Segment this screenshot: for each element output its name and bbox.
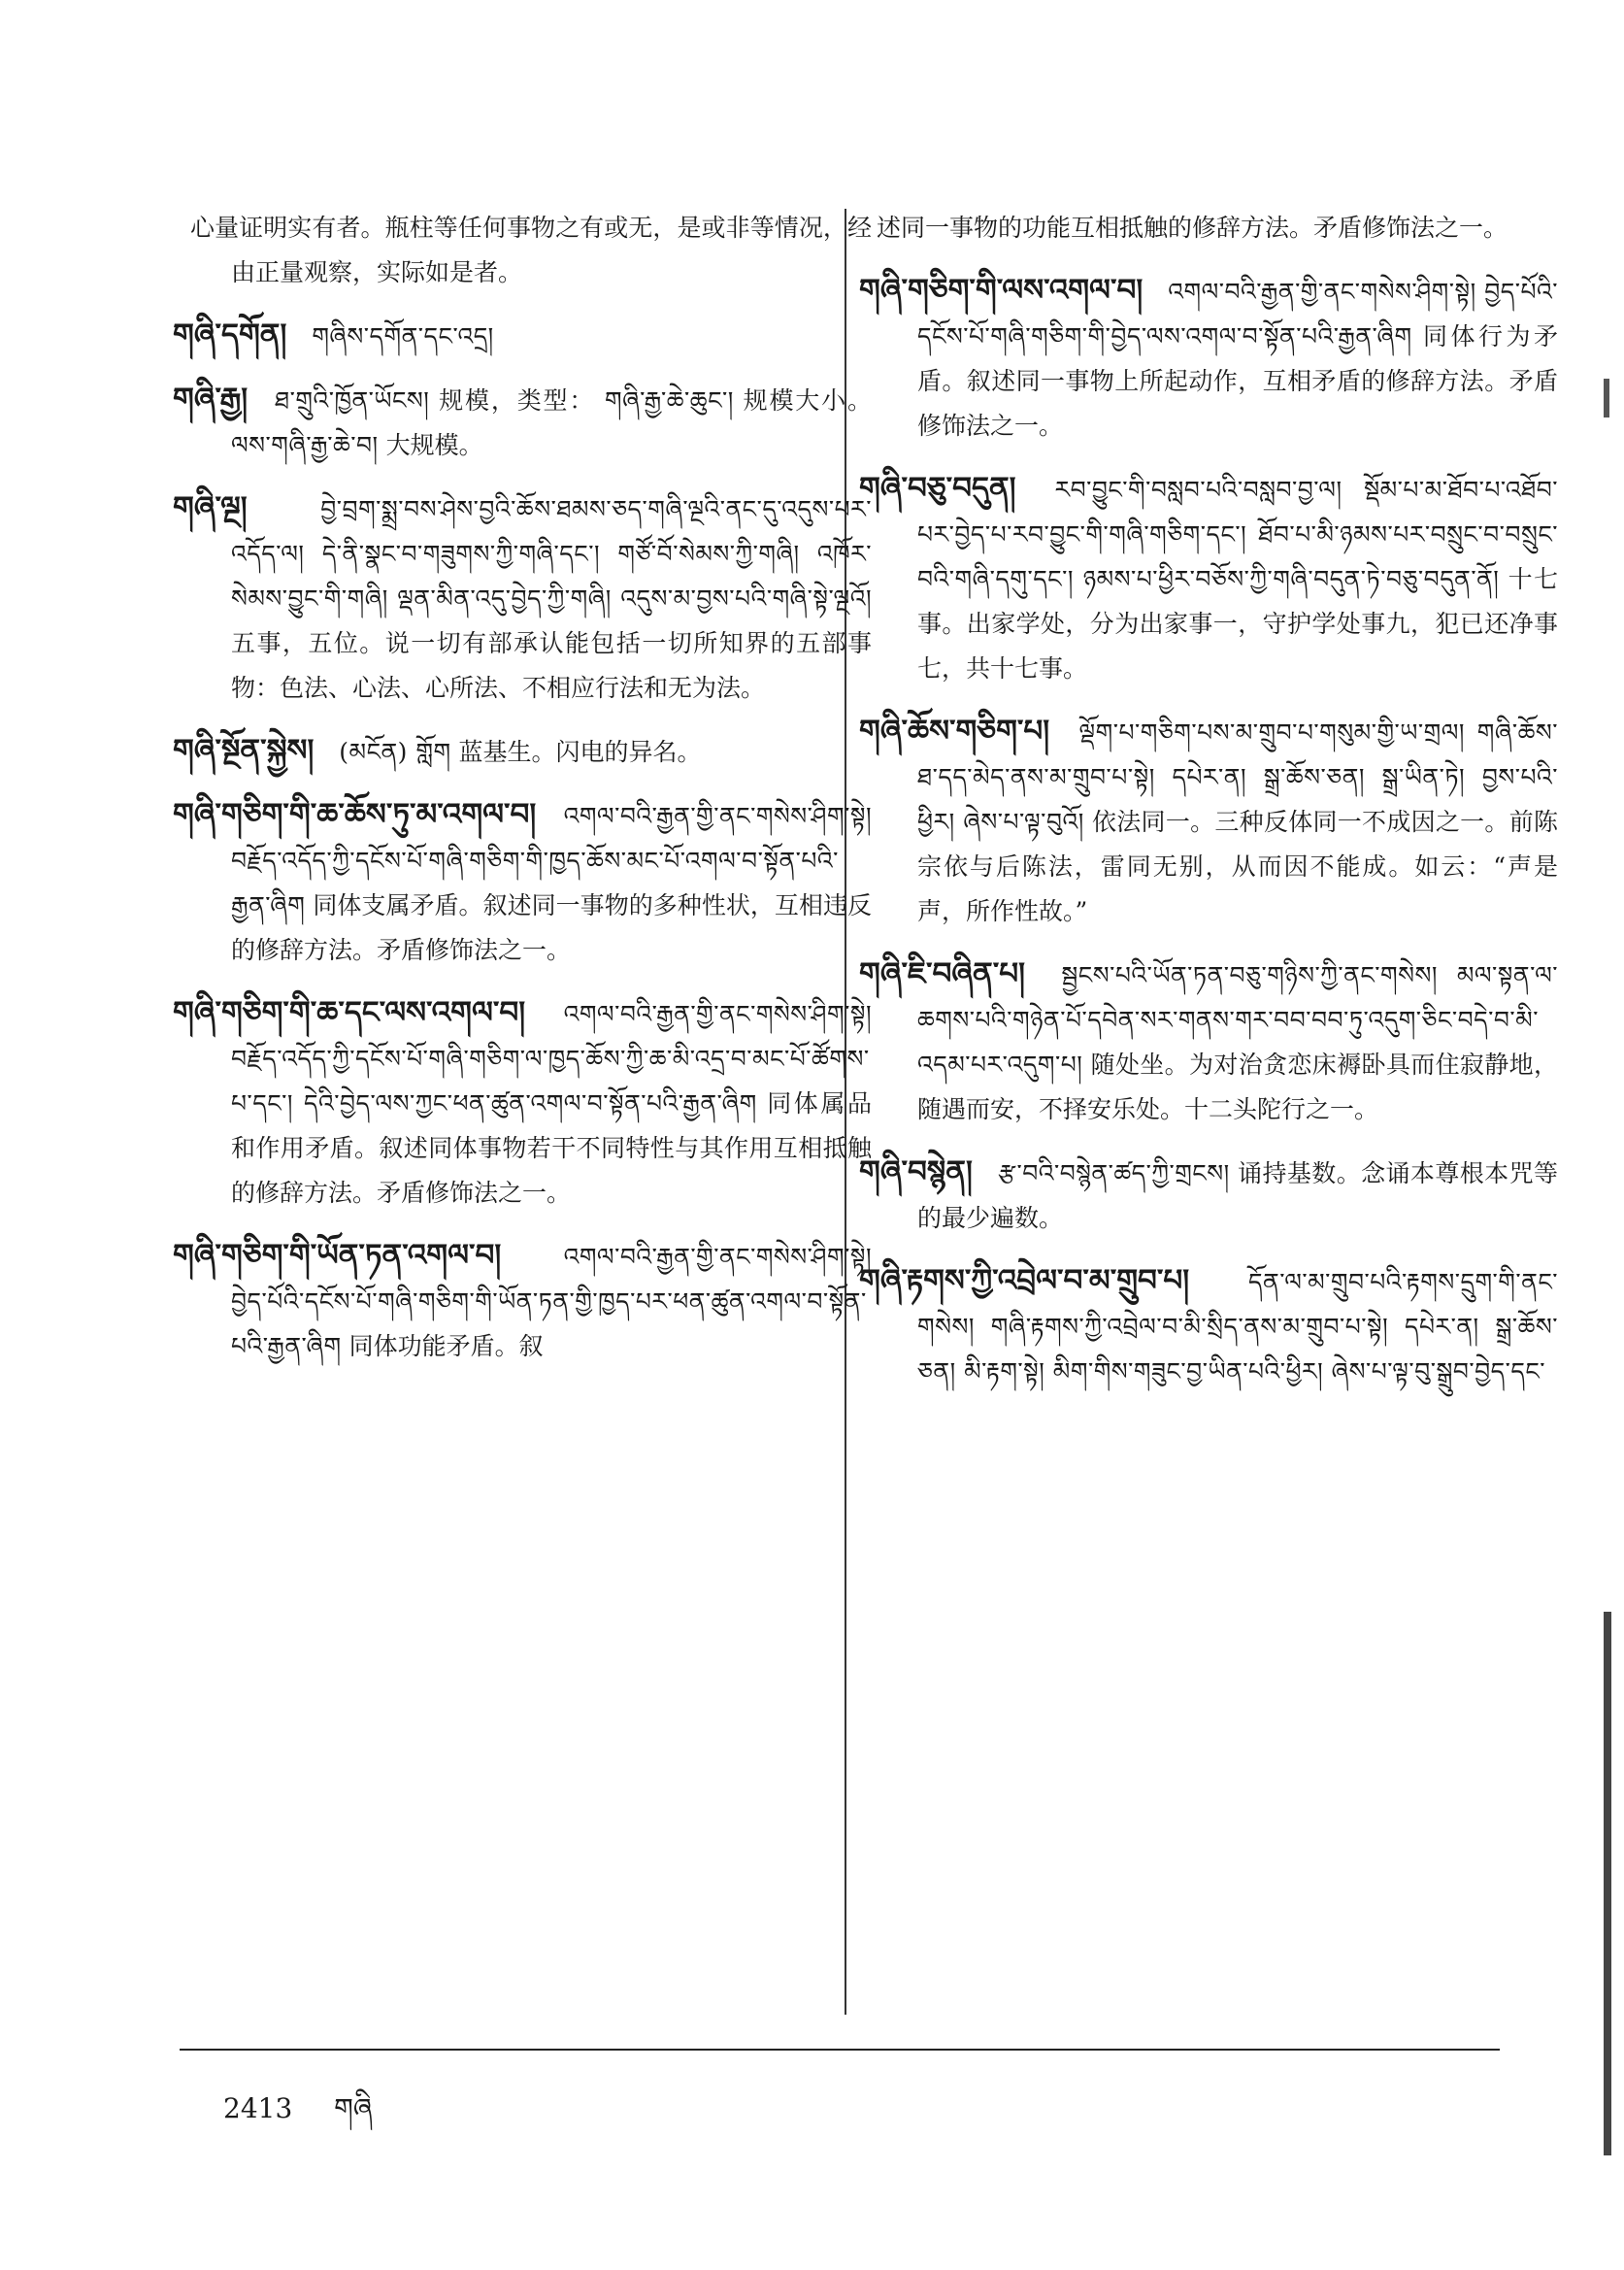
- dictionary-entry: [859, 709, 1558, 934]
- entry-headword: གཞི་གཅིག་གི་ལས་འགལ་བ།: [859, 273, 1143, 308]
- entry-tibetan-definition: འགལ་བའི་རྒྱན་གྱི་ནང་གསེས་ཤིག་སྟེ། བརྗོད་འདོད་ཀྱི་དངོས་པོ་གཞི་གཅིག་ལ་ཁྱད་ཆོས་ཀྱི་ཆ་མི་འདྲ་བ་མང་པོ་ཚོགས་པ་དང་། དེའི་བྱེད་ལས་ཀྱང་ཕན་ཚུན་འགལ་བ་སྟོན་པའི་རྒྱན་ཞིག: [231, 1000, 872, 1118]
- dictionary-entry: [173, 990, 872, 1216]
- entry-chinese-definition: 五事，五位。说一切有部承认能包括一切所知界的五部事物：色法、心法、心所法、不相应行法和无为法。: [231, 629, 872, 702]
- dictionary-entry: [859, 268, 1558, 449]
- dictionary-entry: [190, 204, 872, 295]
- dictionary-entry: [173, 792, 872, 973]
- entry-tibetan-definition: འགལ་བའི་རྒྱན་གྱི་ནང་གསེས་ཤིག་སྟེ། བྱེད་པོའི་དངོས་པོ་གཞི་གཅིག་གི་བྱེད་ལས་འགལ་བ་སྟོན་པའི་རྒྱན་ཞིག: [917, 278, 1558, 351]
- entry-chinese-definition: 规模，类型：: [439, 386, 596, 415]
- entry-tibetan-definition: (མངོན) གློག: [339, 738, 451, 766]
- entry-chinese-definition: 心量证明实有者。瓶柱等任何事物之有或无，是或非等情况，经由正量观察，实际如是者。: [190, 214, 872, 286]
- entry-headword: གཞི་ཇི་བཞིན་པ།: [859, 956, 1025, 991]
- entry-headword: གཞི་བསྙེན།: [859, 1154, 973, 1189]
- entry-headword: གཞི་དགོན།: [173, 317, 287, 352]
- page-number: 2413: [223, 2092, 293, 2124]
- entry-tibetan-definition: ཐ་གྲུའི་ཁྱོན་ཡོངས།: [275, 386, 430, 415]
- entry-tibetan-definition: བྱེ་བྲག་སྨྲ་བས་ཤེས་བྱའི་ཆོས་ཐམས་ཅད་གཞི་ལྔའི་ནང་དུ་འདུས་པར་འདོད་ལ། དེ་ནི་སྣང་བ་གཟུགས་ཀྱི་གཞི་དང་། གཙོ་བོ་སེམས་ཀྱི་གཞི། འཁོར་སེམས་བྱུང་གི་གཞི། ལྡན་མིན་འདུ་བྱེད་ཀྱི་གཞི། འདུས་མ་བྱས་པའི་གཞི་སྟེ་ལྔའོ།: [231, 495, 872, 613]
- entry-headword: གཞི་རྟགས་ཀྱི་འབྲེལ་བ་མ་གྲུབ་པ།: [859, 1263, 1190, 1298]
- dictionary-entry: [859, 951, 1558, 1132]
- entry-headword: གཞི་ལྔ།: [173, 490, 248, 525]
- entry-tibetan-example: ལས་གཞི་རྒྱ་ཆེ་བ།: [231, 431, 379, 459]
- dictionary-entry: [173, 377, 872, 468]
- scan-edge-mark: [1604, 1612, 1611, 2155]
- entry-chinese-definition: 同体功能矛盾。叙: [348, 1332, 544, 1360]
- entry-chinese-definition: 十七事。出家学处，分为出家事一，守护学处事九，犯已还净事七，共十七事。: [917, 565, 1558, 683]
- entry-headword: གཞི་གཅིག་གི་ཡོན་ཏན་འགལ་བ།: [173, 1238, 502, 1273]
- right-column: [859, 204, 1559, 1412]
- entry-chinese-definition: 同体属品和作用矛盾。叙述同体事物若干不同特性与其作用互相抵触的修辞方法。矛盾修饰法之一。: [231, 1089, 872, 1207]
- entry-tibetan-definition: འགལ་བའི་རྒྱན་གྱི་ནང་གསེས་ཤིག་སྟེ། བྱེད་པོའི་དངོས་པོ་གཞི་གཅིག་གི་ཡོན་ཏན་གྱི་ཁྱད་པར་ཕན་ཚུན་འགལ་བ་སྟོན་པའི་རྒྱན་ཞིག: [231, 1243, 872, 1360]
- entry-tibetan-definition: དོན་ལ་མ་གྲུབ་པའི་རྟགས་དྲུག་གི་ནང་གསེས། གཞི་རྟགས་ཀྱི་འབྲེལ་བ་མི་སྲིད་ནས་མ་གྲུབ་པ་སྟེ། དཔེར་ན། སྒྲ་ཆོས་ཅན། མི་རྟག་སྟེ། མིག་གིས་གཟུང་བྱ་ཡིན་པའི་ཕྱིར། ཞེས་པ་ལྟ་བུ་སྒྲུབ་བྱེད་དང་: [917, 1268, 1558, 1385]
- entry-tibetan-definition: འགལ་བའི་རྒྱན་གྱི་ནང་གསེས་ཤིག་སྟེ། བརྗོད་འདོད་ཀྱི་དངོས་པོ་གཞི་གཅིག་གི་ཁྱད་ཆོས་མང་པོ་འགལ་བ་སྟོན་པའི་རྒྱན་ཞིག: [231, 802, 872, 919]
- footer-rule: [180, 2049, 1500, 2051]
- dictionary-entry: [173, 1233, 872, 1369]
- dictionary-entry: [173, 313, 872, 359]
- scan-edge-mark: [1604, 379, 1609, 417]
- entry-chinese-definition: 同体行为矛盾。叙述同一事物上所起动作，互相矛盾的修辞方法。矛盾修饰法之一。: [917, 322, 1558, 440]
- dictionary-entry: [877, 204, 1558, 250]
- entry-chinese-example: 大规模。: [385, 431, 483, 459]
- dictionary-entry: [859, 466, 1558, 691]
- entry-chinese-example: 规模大小。: [743, 386, 872, 415]
- entry-tibetan-definition: རབ་བྱུང་གི་བསླབ་པའི་བསླབ་བྱ་ལ། སྡོམ་པ་མ་ཐོབ་པ་འཐོབ་པར་བྱེད་པ་རབ་བྱུང་གི་གཞི་གཅིག་དང་། ཐོབ་པ་མི་ཉམས་པར་བསྲུང་བ་བསྲུང་བའི་གཞི་དགུ་དང་། ཉམས་པ་ཕྱིར་བཅོས་ཀྱི་གཞི་བདུན་ཏེ་བཅུ་བདུན་ནོ།: [917, 476, 1558, 593]
- entry-headword: གཞི་བཅུ་བདུན།: [859, 471, 1016, 506]
- entry-headword: གཞི་གཅིག་གི་ཆ་དང་ལས་འགལ་བ།: [173, 995, 526, 1030]
- entry-tibetan-example: གཞི་རྒྱ་ཆེ་ཆུང་།: [605, 386, 734, 415]
- dictionary-entry: [859, 1150, 1559, 1241]
- entry-tibetan-definition: ལྡོག་པ་གཅིག་པས་མ་གྲུབ་པ་གསུམ་གྱི་ཡ་གྲལ། གཞི་ཆོས་ཐ་དད་མེད་ནས་མ་གྲུབ་པ་སྟེ། དཔེར་ན། སྒྲ་ཆོས་ཅན། སྒྲ་ཡིན་ཏེ། བྱས་པའི་ཕྱིར། ཞེས་པ་ལྟ་བུའོ།: [917, 718, 1558, 836]
- entry-headword: གཞི་ཆོས་གཅིག་པ།: [859, 714, 1050, 749]
- dictionary-entry: [173, 485, 872, 711]
- entry-chinese-definition: 诵持基数。念诵本尊根本咒等的最少遍数。: [917, 1159, 1559, 1232]
- entry-tibetan-definition: སྦྱངས་པའི་ཡོན་ཏན་བཅུ་གཉིས་ཀྱི་ནང་གསེས། མལ་སྟན་ལ་ཆགས་པའི་གཉེན་པོ་དབེན་སར་གནས་གར་བབ་བབ་ཏུ་འདུག་ཅིང་བདེ་བ་མི་འདམ་པར་འདུག་པ།: [917, 961, 1558, 1079]
- entry-chinese-definition: 随处坐。为对治贪恋床褥卧具而住寂静地，随遇而安，不择安乐处。十二头陀行之一。: [917, 1051, 1558, 1123]
- page-footer: [223, 2078, 405, 2154]
- entry-headword: གཞི་སྔོན་སྐྱེས།: [173, 733, 315, 768]
- dictionary-entry: [173, 728, 872, 775]
- left-column: [173, 204, 872, 1386]
- dictionary-entry: [859, 1258, 1558, 1394]
- running-head: གཞི: [334, 2092, 373, 2124]
- entry-chinese-definition: 依法同一。三种反体同一不成因之一。前陈宗依与后陈法，雷同无别，从而因不能成。如云：“声是声，所作性故。”: [917, 808, 1558, 925]
- entry-headword: གཞི་རྒྱ།: [173, 382, 249, 417]
- entry-headword: གཞི་གཅིག་གི་ཆ་ཆོས་ཏུ་མ་འགལ་བ།: [173, 797, 537, 832]
- entry-tibetan-definition: གཞིས་དགོན་དང་འདྲ།: [312, 322, 494, 351]
- entry-chinese-definition: 蓝基生。闪电的异名。: [458, 738, 702, 766]
- entry-tibetan-definition: རྩ་བའི་བསྙེན་ཚད་ཀྱི་གྲངས།: [998, 1159, 1230, 1187]
- entry-chinese-definition: 述同一事物的功能互相抵触的修辞方法。矛盾修饰法之一。: [877, 214, 1508, 242]
- entry-chinese-definition: 同体支属矛盾。叙述同一事物的多种性状，互相违反的修辞方法。矛盾修饰法之一。: [231, 891, 872, 964]
